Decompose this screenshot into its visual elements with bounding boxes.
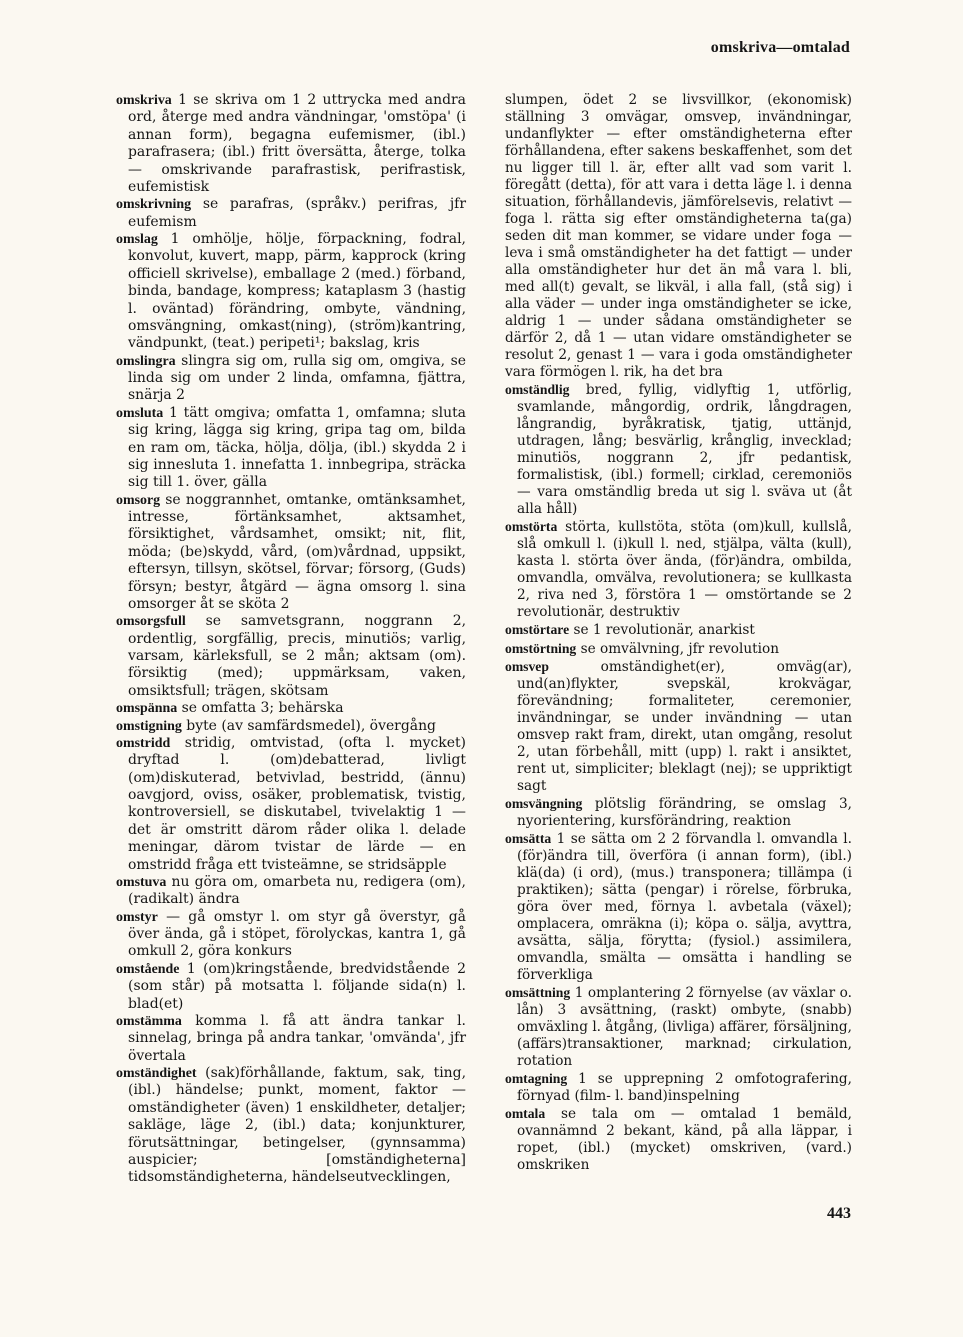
dictionary-entry: [505, 381, 852, 518]
entry-definition: bred, fyllig, vidlyftig 1, utförlig, svamlande, mångordig, ordrik, långdragen, långrandig, byråkratisk, tjatig, uttänjd, utdragen, lång; besvärlig, krånglig, invecklad; minutiös, noggrann 2, jfr pedantisk, formalistisk, (ibl.) formell; cirklad, ceremoniös — vara omständlig breda ut sig l. sväva ut (åt alla håll): [517, 382, 852, 518]
dictionary-entry: [505, 830, 852, 984]
page-number: 443: [827, 1205, 851, 1222]
dictionary-entry: [505, 621, 852, 639]
dictionary-entry: [505, 1105, 852, 1174]
entry-definition: se samvetsgrann, noggrann 2, ordentlig, sorgfällig, precis, minutiös; varlig, varsam, kärleksfull, se 2 mån; aktsam (om). försiktig (med); uppmärksam, vaken, omsiktsfull; trägen, skötsam: [128, 613, 466, 699]
dictionary-entry: [505, 795, 852, 830]
dictionary-entry: [116, 1065, 466, 1187]
entry-headword: omsätta: [505, 830, 552, 846]
entry-definition: 1 tätt omgiva; omfatta 1, omfamna; sluta sig kring, lägga sig kring, gripa tag om, bilda en ram om, täcka, hölja, dölja, (ibl.) skydda 2 i sig innesluta 1. innefatta 1. innbegripa, sträcka sig till 1. över, gälla: [128, 404, 466, 491]
entry-headword: omstridd: [116, 735, 171, 751]
dictionary-entry: [116, 874, 466, 909]
entry-headword: omsättning: [505, 984, 571, 1000]
entry-definition: slumpen, ödet 2 se livsvillkor, (ekonomisk) ställning 3 omvägar, omsvep, invändningar, undanflykter — efter omständigheterna efter förhållandena, efter sakens beskaffenhet, som det nu ligger till l. är, efter allt vad som varit l. föregått (detta), för att vara i detta läge l. i denna situation, förhållandevis, jämförelsevis, relativt — foga l. rätta sig efter omständigheterna ta(ga) seden dit man kommer, se vidare under foga — leva i små omständigheter ha det fattigt — under alla omständigheter hur det än må vara l. bli, med all(t) gevalt, se likväl, i alla fall, (stå sig) i alla väder — under inga omständigheter se icke, aldrig 1 — under sådana omständigheter se därför 2, då 1 — utan vidare omständigheter se resolut 2, genast 1 — vara i goda omständigheter vara förmögen l. rik, ha det bra: [505, 92, 852, 381]
entry-headword: omständlig: [505, 382, 570, 398]
entry-definition: byte (av samfärdsmedel), övergång: [181, 717, 436, 734]
dictionary-entry: [505, 640, 852, 658]
entry-definition: se omvälvning, jfr revolution: [576, 640, 780, 657]
dictionary-entry: [505, 1070, 852, 1105]
dictionary-entry: [505, 984, 852, 1070]
left-column: [116, 92, 466, 1187]
entry-headword: omskriva: [116, 93, 172, 108]
dictionary-entry: [116, 613, 466, 700]
entry-headword: omsvängning: [505, 795, 583, 811]
entry-headword: omslag: [116, 232, 158, 247]
entry-headword: omsorgsfull: [116, 614, 186, 630]
dictionary-entry: [116, 735, 466, 874]
entry-headword: omstående: [116, 961, 180, 977]
entry-definition: (sak)förhållande, faktum, sak, ting, (ibl.) händelse; punkt, moment, faktor — omständigheter (även) 1 enskildheter, detaljer; sakläge, läge 2, (ibl.) data; konjunkturer, förutsättningar, betingelser, (gynnsamma) auspicier; [omständigheterna] tidsomständigheterna, händelseutvecklingen,: [128, 1065, 466, 1186]
entry-headword: omstämma: [116, 1013, 182, 1029]
entry-definition: plötslig förändring, se omslag 3, nyorientering, kursförändring, reaktion: [517, 795, 852, 829]
entry-definition: omständighet(er), omväg(ar), und(an)flykter, svepskäl, krokvägar, förevändning; formaliteter, ceremonier, invändningar, se under invändning — utan omsvep rakt fram, direkt, utan omgång, resolut 2, utan förbehåll, mitt (upp) l. rakt i ansiktet, rent ut, simpliciter; bleklagt (nej); se uppriktigt sagt: [517, 658, 852, 794]
dictionary-entry: [116, 909, 466, 961]
entry-definition: 1 omhölje, hölje, förpackning, fodral, konvolut, kuvert, mapp, pärm, kapprock (kring officiell skrivelse), emballage 2 (med.) förband, binda, bandage, kompress; kataplasm 3 (hastig l. oväntad) förändring, ombyte, vändning, omsvängning, omkast(ning), (ström)kantring, vändpunkt, (teat.) peripeti¹; bakslag, kris: [128, 231, 466, 352]
running-head: omskriva—omtalad: [710, 39, 850, 56]
entry-headword: omskrivning: [116, 197, 192, 213]
dictionary-entry: [116, 1013, 466, 1065]
entry-headword: omständighet: [116, 1066, 197, 1081]
entry-definition: störta, kullstöta, stöta (om)kull, kullslå, slå omkull l. (i)kull l. ned, stjälpa, välta (kull), kasta l. störta över ända, (för)ändra, ombilda, omvandla, omvälva, revolutionera; se kullkasta 2, riva ned 3, förstöra 1 — omstörtande se 2 revolutionär, destruktiv: [517, 519, 852, 621]
entry-headword: omstörtare: [505, 622, 570, 638]
dictionary-entry: [116, 353, 466, 405]
entry-definition: se omfatta 3; behärska: [177, 700, 344, 717]
entry-headword: omslingra: [116, 353, 176, 369]
entry-definition: 1 omplantering 2 förnyelse (av växlar o. lån) 3 avsättning, (raskt) ombyte, (snabb) omväxling l. åtgång, (livliga) affärer, försäljning, (affärs)transaktioner, marknad; cirkulation, rotation: [517, 984, 852, 1069]
entry-definition: 1 se skriva om 1 2 uttrycka med andra ord, återge med andra vändningar, 'omstöpa' (i annan form), begagna eufemismer, (ibl.) parafrasera; (ibl.) fritt översätta, återge, tolka — omskrivande parafrastisk, perifrastisk, eufemistisk: [128, 92, 466, 195]
entry-definition: se parafras, (språkv.) perifras, jfr eufemism: [128, 196, 466, 230]
dictionary-entry: [116, 961, 466, 1013]
entry-headword: omstuva: [116, 874, 167, 890]
entry-headword: omsluta: [116, 405, 164, 421]
entry-headword: omsvep: [505, 658, 549, 674]
right-column: [505, 92, 852, 1174]
entry-definition: 1 se sätta om 2 2 förvandla l. omvandla l. (för)ändra till, överföra (i annan form), (ibl.) klä(da) (i ord), (mus.) transponera; tillämpa (i praktiken); sätta (pengar) i rörelse, förbruka, göra över med, förnya l. avbetala (växel); omplacera, omräkna (i); köpa o. sälja, avyttra, avsätta, sälja, förytta; (fysiol.) assimilera, omvandla, smälta — omsätta i handling se förverkliga: [517, 830, 852, 983]
entry-definition: se noggrannhet, omtanke, omtänksamhet, intresse, förtänksamhet, aktsamhet, försiktighet, vårdsamhet, omsikt; nit, flit, möda; (be)skydd, vård, (om)vårdnad, uppsikt, eftersyn, tillsyn, skötsel, förvar; försorg, (Guds) försyn; bestyr, åtgärd — ägna omsorg l. sina omsorger åt se sköta 2: [128, 491, 466, 612]
entry-definition: stridig, omtvistad, (ofta l. mycket) dryftad l. (om)debatterad, livligt (om)diskuterad, betvivlad, bestridd, (ännu) oavgjord, oviss, osäker, problematisk, tvistig, kontroversiell, se diskutabel, tvivelaktig 1 — det är omstritt därom råder olika l. delade meningar, därom tvistar de lärde — en omstridd fråga ett tvisteämne, se stridsäpple: [128, 734, 466, 873]
dictionary-entry: [116, 196, 466, 231]
dictionary-entry: [116, 718, 466, 735]
entry-headword: omstörtning: [505, 640, 577, 656]
entry-definition: slingra sig om, rulla sig om, omgiva, se linda sig om under 2 linda, omfamna, fjättra, snärja 2: [128, 352, 466, 404]
dictionary-entry: [116, 231, 466, 353]
dictionary-entry: [116, 405, 466, 492]
entry-headword: omstörta: [505, 519, 558, 535]
entry-headword: omtala: [505, 1105, 546, 1121]
entry-definition: — gå omstyr l. om styr gå överstyr, gå över ända, gå i stöpet, förolyckas, kantra 1, gå omkull 2, göra konkurs: [128, 908, 466, 960]
dictionary-entry: [116, 492, 466, 614]
entry-headword: omspänna: [116, 701, 178, 717]
dictionary-entry: [505, 92, 852, 381]
dictionary-entry: [505, 518, 852, 621]
entry-definition: 1 se upprepning 2 omfotografering, förnyad (film- l. band)inspelning: [517, 1070, 852, 1104]
dictionary-entry: [116, 700, 466, 717]
entry-definition: se 1 revolutionär, anarkist: [569, 622, 755, 639]
entry-headword: omtagning: [505, 1070, 568, 1086]
entry-definition: komma l. få att ändra tankar l. sinnelag, bringa på andra tankar, 'omvända', jfr övertala: [128, 1012, 466, 1064]
entry-definition: nu göra om, omarbeta nu, redigera (om), (radikalt) ändra: [128, 873, 466, 908]
entry-definition: 1 (om)kringstående, bredvidstående 2 (som står) på motsatta l. följande sida(n) l. blad(et): [128, 960, 466, 1012]
entry-headword: omstyr: [116, 909, 158, 925]
dictionary-entry: [116, 92, 466, 196]
dictionary-entry: [505, 658, 852, 795]
entry-headword: omsorg: [116, 492, 161, 508]
entry-definition: se tala om — omtalad 1 bemäld, ovannämnd 2 bekant, känd, på alla läppar, i ropet, (ibl.) (mycket) omskriven, (vard.) omskriken: [517, 1105, 852, 1173]
entry-headword: omstigning: [116, 718, 182, 734]
